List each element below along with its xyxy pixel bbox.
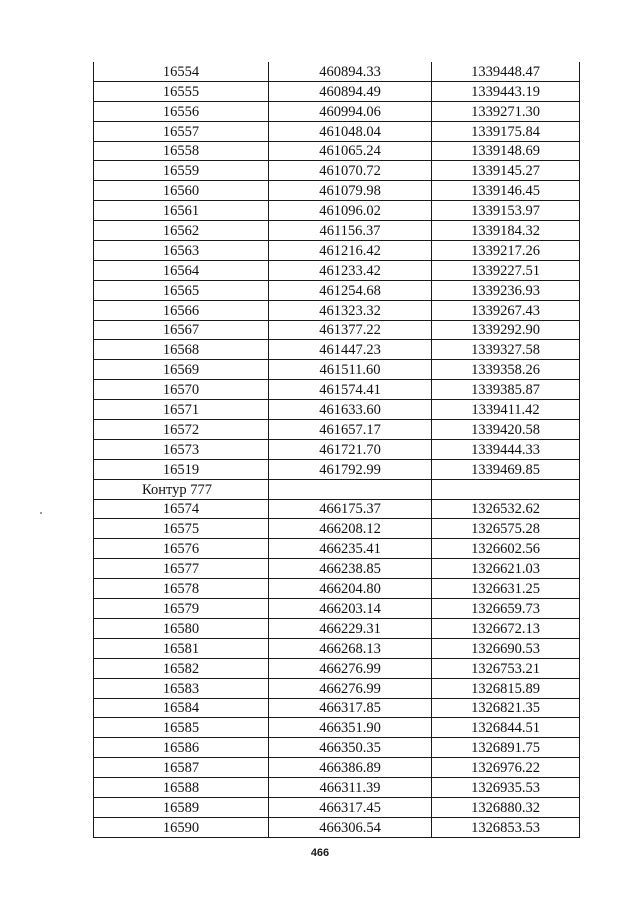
x-coordinate-cell: 461323.32 — [269, 300, 432, 320]
x-coordinate-cell: 466204.80 — [269, 579, 432, 599]
table-row — [94, 539, 580, 559]
y-coordinate-cell: 1326935.53 — [432, 778, 580, 798]
x-coordinate-cell: 461048.04 — [269, 121, 432, 141]
empty-cell — [432, 479, 580, 499]
table-row — [94, 380, 580, 400]
y-coordinate-cell: 1326672.13 — [432, 618, 580, 638]
point-number-cell: 16572 — [94, 420, 269, 440]
x-coordinate-cell: 461254.68 — [269, 280, 432, 300]
point-number-cell: 16566 — [94, 300, 269, 320]
table-row — [94, 678, 580, 698]
point-number-cell: 16565 — [94, 280, 269, 300]
x-coordinate-cell: 460894.33 — [269, 62, 432, 81]
point-number-cell: 16585 — [94, 718, 269, 738]
table-row — [94, 340, 580, 360]
point-number-cell: 16590 — [94, 817, 269, 837]
point-number-cell: 16562 — [94, 221, 269, 241]
y-coordinate-cell: 1326821.35 — [432, 698, 580, 718]
table-row — [94, 459, 580, 479]
table-row — [94, 519, 580, 539]
table-row — [94, 559, 580, 579]
x-coordinate-cell: 461792.99 — [269, 459, 432, 479]
point-number-cell: 16564 — [94, 260, 269, 280]
x-coordinate-cell: 461574.41 — [269, 380, 432, 400]
x-coordinate-cell: 466175.37 — [269, 499, 432, 519]
x-coordinate-cell: 466306.54 — [269, 817, 432, 837]
y-coordinate-cell: 1339267.43 — [432, 300, 580, 320]
y-coordinate-cell: 1339444.33 — [432, 439, 580, 459]
coordinates-table — [93, 62, 580, 838]
y-coordinate-cell: 1326880.32 — [432, 797, 580, 817]
point-number-cell: 16587 — [94, 758, 269, 778]
point-number-cell: 16560 — [94, 181, 269, 201]
x-coordinate-cell: 466351.90 — [269, 718, 432, 738]
point-number-cell: 16576 — [94, 539, 269, 559]
x-coordinate-cell: 461633.60 — [269, 400, 432, 420]
y-coordinate-cell: 1326631.25 — [432, 579, 580, 599]
table-row — [94, 201, 580, 221]
page-number: 466 — [310, 847, 330, 859]
table-row — [94, 121, 580, 141]
table-row — [94, 718, 580, 738]
point-number-cell: 16574 — [94, 499, 269, 519]
point-number-cell: 16575 — [94, 519, 269, 539]
point-number-cell: 16519 — [94, 459, 269, 479]
point-number-cell: 16556 — [94, 101, 269, 121]
point-number-cell: 16554 — [94, 62, 269, 81]
y-coordinate-cell: 1339327.58 — [432, 340, 580, 360]
table-row — [94, 599, 580, 619]
y-coordinate-cell: 1326602.56 — [432, 539, 580, 559]
table-row — [94, 62, 580, 81]
x-coordinate-cell: 460994.06 — [269, 101, 432, 121]
x-coordinate-cell: 461079.98 — [269, 181, 432, 201]
x-coordinate-cell: 461096.02 — [269, 201, 432, 221]
x-coordinate-cell: 466386.89 — [269, 758, 432, 778]
y-coordinate-cell: 1326575.28 — [432, 519, 580, 539]
x-coordinate-cell: 466235.41 — [269, 539, 432, 559]
point-number-cell: 16568 — [94, 340, 269, 360]
x-coordinate-cell: 461657.17 — [269, 420, 432, 440]
x-coordinate-cell: 466276.99 — [269, 678, 432, 698]
point-number-cell: 16577 — [94, 559, 269, 579]
point-number-cell: 16558 — [94, 141, 269, 161]
table-row — [94, 738, 580, 758]
coordinates-table-body — [94, 62, 580, 837]
table-row — [94, 658, 580, 678]
y-coordinate-cell: 1339236.93 — [432, 280, 580, 300]
x-coordinate-cell: 466317.85 — [269, 698, 432, 718]
point-number-cell: 16567 — [94, 320, 269, 340]
y-coordinate-cell: 1339443.19 — [432, 81, 580, 101]
x-coordinate-cell: 461721.70 — [269, 439, 432, 459]
table-row — [94, 241, 580, 261]
point-number-cell: 16586 — [94, 738, 269, 758]
y-coordinate-cell: 1339175.84 — [432, 121, 580, 141]
x-coordinate-cell: 461447.23 — [269, 340, 432, 360]
y-coordinate-cell: 1326621.03 — [432, 559, 580, 579]
y-coordinate-cell: 1326815.89 — [432, 678, 580, 698]
table-row — [94, 618, 580, 638]
point-number-cell: 16569 — [94, 360, 269, 380]
table-row — [94, 400, 580, 420]
y-coordinate-cell: 1339358.26 — [432, 360, 580, 380]
table-row — [94, 439, 580, 459]
y-coordinate-cell: 1339420.58 — [432, 420, 580, 440]
point-number-cell: 16557 — [94, 121, 269, 141]
table-row — [94, 579, 580, 599]
x-coordinate-cell: 466203.14 — [269, 599, 432, 619]
table-row — [94, 101, 580, 121]
contour-label: Контур 777 — [94, 479, 269, 499]
y-coordinate-cell: 1326853.53 — [432, 817, 580, 837]
y-coordinate-cell: 1326690.53 — [432, 638, 580, 658]
table-row — [94, 758, 580, 778]
table-row — [94, 638, 580, 658]
point-number-cell: 16559 — [94, 161, 269, 181]
point-number-cell: 16573 — [94, 439, 269, 459]
contour-header-row — [94, 479, 580, 499]
table-row — [94, 320, 580, 340]
y-coordinate-cell: 1339146.45 — [432, 181, 580, 201]
y-coordinate-cell: 1326891.75 — [432, 738, 580, 758]
point-number-cell: 16578 — [94, 579, 269, 599]
table-row — [94, 420, 580, 440]
y-coordinate-cell: 1339411.42 — [432, 400, 580, 420]
x-coordinate-cell: 466268.13 — [269, 638, 432, 658]
y-coordinate-cell: 1326532.62 — [432, 499, 580, 519]
y-coordinate-cell: 1339292.90 — [432, 320, 580, 340]
point-number-cell: 16561 — [94, 201, 269, 221]
y-coordinate-cell: 1339469.85 — [432, 459, 580, 479]
x-coordinate-cell: 466350.35 — [269, 738, 432, 758]
point-number-cell: 16579 — [94, 599, 269, 619]
y-coordinate-cell: 1339153.97 — [432, 201, 580, 221]
point-number-cell: 16589 — [94, 797, 269, 817]
table-row — [94, 161, 580, 181]
table-row — [94, 221, 580, 241]
x-coordinate-cell: 461070.72 — [269, 161, 432, 181]
x-coordinate-cell: 466311.39 — [269, 778, 432, 798]
point-number-cell: 16583 — [94, 678, 269, 698]
y-coordinate-cell: 1326844.51 — [432, 718, 580, 738]
point-number-cell: 16584 — [94, 698, 269, 718]
x-coordinate-cell: 461377.22 — [269, 320, 432, 340]
table-row — [94, 360, 580, 380]
x-coordinate-cell: 461156.37 — [269, 221, 432, 241]
empty-cell — [269, 479, 432, 499]
x-coordinate-cell: 466238.85 — [269, 559, 432, 579]
point-number-cell: 16563 — [94, 241, 269, 261]
y-coordinate-cell: 1339448.47 — [432, 62, 580, 81]
point-number-cell: 16580 — [94, 618, 269, 638]
scan-speck — [40, 512, 42, 514]
x-coordinate-cell: 466208.12 — [269, 519, 432, 539]
y-coordinate-cell: 1339227.51 — [432, 260, 580, 280]
point-number-cell: 16582 — [94, 658, 269, 678]
y-coordinate-cell: 1339145.27 — [432, 161, 580, 181]
table-row — [94, 300, 580, 320]
y-coordinate-cell: 1339385.87 — [432, 380, 580, 400]
y-coordinate-cell: 1339271.30 — [432, 101, 580, 121]
x-coordinate-cell: 460894.49 — [269, 81, 432, 101]
y-coordinate-cell: 1326659.73 — [432, 599, 580, 619]
table-row — [94, 797, 580, 817]
table-row — [94, 260, 580, 280]
y-coordinate-cell: 1326976.22 — [432, 758, 580, 778]
x-coordinate-cell: 461233.42 — [269, 260, 432, 280]
x-coordinate-cell: 466317.45 — [269, 797, 432, 817]
point-number-cell: 16570 — [94, 380, 269, 400]
table-row — [94, 141, 580, 161]
x-coordinate-cell: 466276.99 — [269, 658, 432, 678]
y-coordinate-cell: 1339217.26 — [432, 241, 580, 261]
x-coordinate-cell: 461216.42 — [269, 241, 432, 261]
table-row — [94, 181, 580, 201]
point-number-cell: 16588 — [94, 778, 269, 798]
table-row — [94, 778, 580, 798]
x-coordinate-cell: 461511.60 — [269, 360, 432, 380]
x-coordinate-cell: 466229.31 — [269, 618, 432, 638]
y-coordinate-cell: 1339184.32 — [432, 221, 580, 241]
point-number-cell: 16581 — [94, 638, 269, 658]
y-coordinate-cell: 1326753.21 — [432, 658, 580, 678]
table-row — [94, 81, 580, 101]
point-number-cell: 16571 — [94, 400, 269, 420]
x-coordinate-cell: 461065.24 — [269, 141, 432, 161]
table-row — [94, 280, 580, 300]
table-row — [94, 817, 580, 837]
point-number-cell: 16555 — [94, 81, 269, 101]
table-row — [94, 698, 580, 718]
y-coordinate-cell: 1339148.69 — [432, 141, 580, 161]
table-row — [94, 499, 580, 519]
